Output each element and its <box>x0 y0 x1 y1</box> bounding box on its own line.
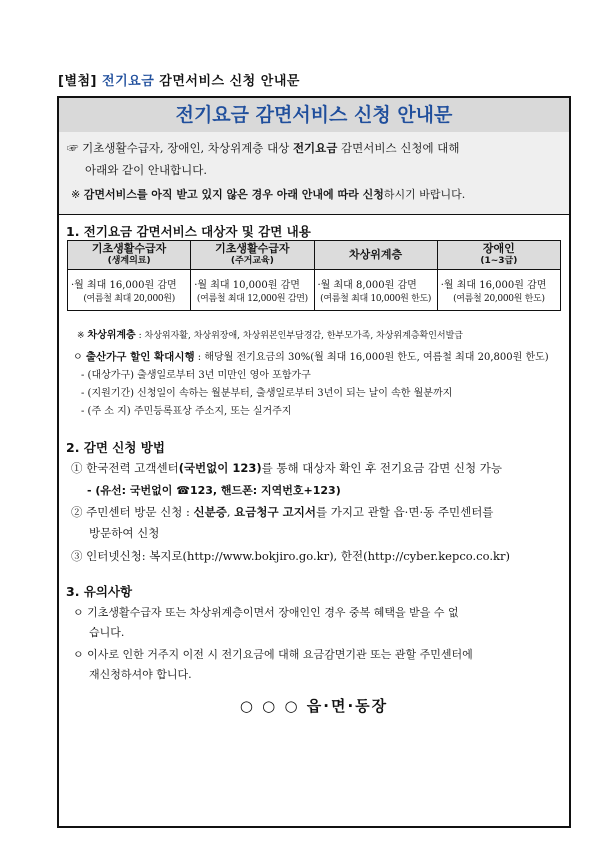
col-header-basic-housing: 기초생활수급자 (주거교육) <box>191 241 314 270</box>
caution-item-cont: 습니다. <box>89 626 125 639</box>
page-title: 전기요금 감면서비스 신청 안내문 <box>175 104 453 126</box>
caution-item: ㅇ 기초생활수급자 또는 차상위계층이면서 장애인인 경우 중복 혜택을 받을 수 없 <box>73 606 459 619</box>
col-header-basic-living: 기초생활수급자 (생계의료) <box>68 241 191 270</box>
attachment-highlight: 전기요금 <box>102 74 155 89</box>
intro-notice <box>71 186 465 202</box>
section1-heading: 1. 전기요금 감면서비스 대상자 및 감면 내용 <box>66 224 311 239</box>
notice-frame <box>57 96 571 828</box>
intro-line1-pre: 기초생활수급자, 장애인, 차상위계층 대상 <box>82 141 290 155</box>
intro-box <box>59 132 569 215</box>
title-bar <box>59 98 569 133</box>
pointing-hand-icon: ☞ <box>67 141 79 155</box>
notice-rest: 하시기 바랍니다. <box>383 188 466 201</box>
caution-item-cont: 재신청하셔야 합니다. <box>89 668 192 681</box>
method-item-2-line2: 방문하여 신청 <box>89 526 160 540</box>
section3-heading: 3. 유의사항 <box>66 584 133 599</box>
birth-item: - (대상가구) 출생일로부터 3년 미만인 영아 포함가구 <box>81 370 311 381</box>
attachment-bracket: [별첨] <box>58 74 97 89</box>
near-poverty-note: ※ 차상위계층 : 차상위자활, 차상위장애, 차상위본인부담경감, 한부모가족, 차상위계층확인서발급 <box>77 330 463 341</box>
method-item-1: ① 한국전력 고객센터(국번없이 123)를 통해 대상자 확인 후 전기요금 감면 신청 가능 <box>71 461 502 475</box>
table-cell: ·월 최대 16,000원 감면 (여름철 최대 20,000원) <box>68 270 191 311</box>
method-item-1-contact: - (유선: 국번없이 ☎123, 핸드폰: 지역번호+123) <box>87 484 341 497</box>
table-cell: ·월 최대 16,000원 감면 (여름철 20,000원 한도) <box>437 270 560 311</box>
intro-line2: 아래와 같이 안내합니다. <box>85 163 208 177</box>
intro-line1-bold: 전기요금 <box>292 141 338 155</box>
attachment-heading <box>58 70 300 89</box>
subsidy-table <box>67 240 561 311</box>
birth-discount-line: ㅇ 출산가구 할인 확대시행 : 해당월 전기요금의 30%(월 최대 16,000원 한도, 여름철 최대 20,800원 한도) <box>73 351 549 363</box>
method-item-3: ③ 인터넷신청: 복지로(http://www.bokjiro.go.kr), 한전(http://cyber.kepco.co.kr) <box>71 549 510 563</box>
attachment-rest: 감면서비스 신청 안내문 <box>159 74 300 89</box>
intro-line1-post: 감면서비스 신청에 대해 <box>341 141 460 155</box>
signature: ○ ○ ○ 읍·면·동장 <box>239 697 389 715</box>
birth-item: - (지원기간) 신청일이 속하는 월분부터, 출생일로부터 3년이 되는 날이 속한 월분까지 <box>81 388 453 399</box>
col-header-disabled: 장애인 (1~3급) <box>437 241 560 270</box>
notice-bold: 감면서비스를 아직 받고 있지 않은 경우 아래 안내에 따라 신청 <box>83 188 384 201</box>
caution-item: ㅇ 이사로 인한 거주지 이전 시 전기요금에 대해 요금감면기관 또는 관할 주민센터에 <box>73 648 473 661</box>
section2-heading: 2. 감면 신청 방법 <box>66 440 165 455</box>
method-item-2: ② 주민센터 방문 신청 : 신분증, 요금청구 고지서를 가지고 관할 읍·면·동 주민센터를 <box>71 505 494 519</box>
table-cell: ·월 최대 10,000원 감면 (여름철 최대 12,000원 감면) <box>191 270 314 311</box>
table-cell: ·월 최대 8,000원 감면 (여름철 최대 10,000원 한도) <box>314 270 437 311</box>
birth-item: - (주 소 지) 주민등록표상 주소지, 또는 실거주지 <box>81 406 292 417</box>
col-header-near-poverty: 차상위계층 <box>314 241 437 270</box>
intro-line1 <box>67 140 459 156</box>
notice-mark: ※ <box>71 188 81 201</box>
